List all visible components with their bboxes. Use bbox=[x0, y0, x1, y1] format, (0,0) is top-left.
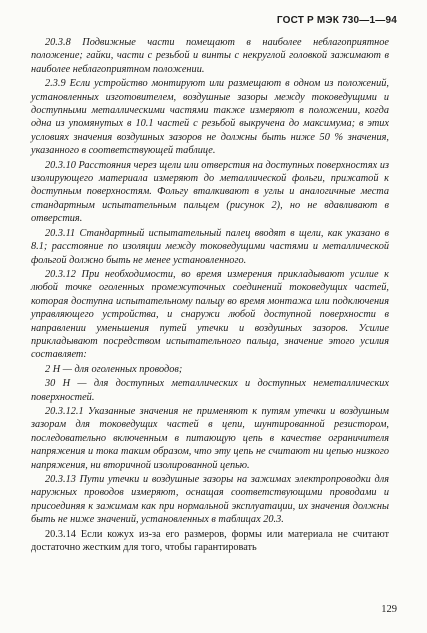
paragraph-number: 20.3.14 bbox=[45, 528, 76, 540]
paragraph-20-3-12-1 bbox=[31, 405, 389, 472]
paragraph-number: 20.3.10 bbox=[45, 159, 76, 171]
paragraph-number: 20.3.8 bbox=[45, 37, 71, 48]
paragraph-text: Расстояния через щели или отверстия на доступных поверхностях из изолирующего материала измеряют до металлической фольги, прижатой к доступным поверхностям. Фольгу вталкивают в углы и аналогичные места стандартным испытательным пальцем (рисунок 2), но не вдавливают в отверстия. bbox=[31, 159, 389, 225]
force-item-wires bbox=[31, 363, 389, 376]
force-item-surfaces bbox=[31, 377, 389, 404]
page-number: 129 bbox=[381, 604, 397, 615]
paragraph-text: Стандартный испытательный палец вводят в щели, как указано в 8.1; расстояние по изоляции между токоведущими частями и металлической фольгой должно быть не менее установленного. bbox=[31, 227, 390, 266]
paragraph-text: Указанные значения не применяют к путям утечки и воздушным зазорам для токоведущих частей в цепи, шунтированной резистором, последовательно включенным в питающую цепь в качестве ограничителя напряжения и тока таким образом, что эту цепь не считают ни цепью низкого напряжения, ни вторичной изолированной цепью. bbox=[31, 405, 389, 471]
paragraph-text: 2 Н — для оголенных проводов; bbox=[45, 363, 183, 375]
paragraph-20-3-13 bbox=[31, 473, 389, 527]
paragraph-20-3-11 bbox=[31, 227, 389, 267]
paragraph-number: 2.3.9 bbox=[45, 78, 66, 90]
paragraph-number: 20.3.12 bbox=[45, 268, 76, 280]
paragraph-text: Если устройство монтируют или размещают в одном из положений, установленных изготовителем, воздушные зазоры между токоведущими и доступными металлическими частями также измеряют в положении, когда одна из упомянутых в 10.1 частей с резьбой выкручена до максимума; в этих условиях значения воздушных зазоров не должны быть ниже 50 % значения, указанного в соответствующей таблице. bbox=[31, 78, 389, 157]
paragraph-number: 20.3.13 bbox=[45, 474, 76, 485]
paragraph-text: Пути утечки и воздушные зазоры на зажимах электропроводки для наружных проводов измеряют, оснащая соответствующими проводами и присоединяя к зажимам как при нормальной эксплуатации, их значения должны быть не ниже значений, установленных в таблицах 20.3. bbox=[31, 474, 390, 526]
paragraph-20-3-10 bbox=[31, 159, 389, 226]
paragraph-text: При необходимости, во время измерения прикладывают усилие к любой точке оголенных промежуточных соединений токоведущих частей, которая доступна испытательному пальцу во время монтажа или подключения управляющего устройства, и снаружи любой доступной поверхности в направлении уменьшения путей утечки и воздушных зазоров. Усилие прикладывают посредством испытательного пальца, значение этого усилия составляет: bbox=[31, 268, 389, 361]
paragraph-text: 30 Н — для доступных металлических и доступных неметаллических поверхностей. bbox=[31, 378, 389, 403]
paragraph-number: 20.3.12.1 bbox=[45, 405, 84, 417]
paragraph-20-3-8 bbox=[31, 36, 389, 76]
paragraph-20-3-14 bbox=[31, 528, 389, 555]
document-body bbox=[31, 36, 389, 554]
paragraph-text: Если кожух из-за его размеров, формы или материала не считают достаточно жестким для того, чтобы гарантировать bbox=[31, 528, 390, 554]
paragraph-text: Подвижные части помещают в наиболее неблагоприятное положение; гайки, части с резьбой и винты с некруглой головкой зажимают в наиболее неблагоприятном положении. bbox=[31, 37, 389, 75]
paragraph-2-3-9 bbox=[31, 77, 389, 157]
standard-header: ГОСТ Р МЭК 730—1—94 bbox=[276, 15, 397, 26]
paragraph-number: 20.3.11 bbox=[45, 227, 76, 239]
paragraph-20-3-12 bbox=[31, 268, 389, 362]
